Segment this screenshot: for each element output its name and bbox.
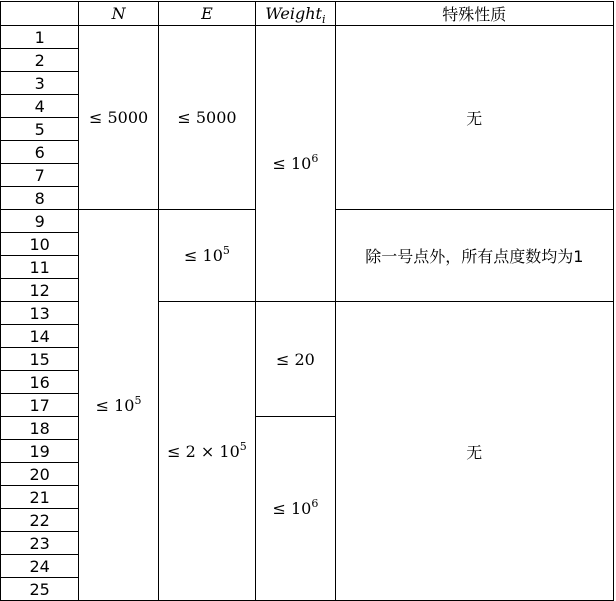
row-index: 23 <box>1 532 79 555</box>
n-constraint: ≤ $10^5$ <box>79 210 158 601</box>
row-index: 22 <box>1 509 79 532</box>
row-index: 6 <box>1 141 79 164</box>
row-index: 7 <box>1 164 79 187</box>
row-index: 4 <box>1 95 79 118</box>
row-index: 1 <box>1 26 79 49</box>
e-constraint: ≤ $10^5$ <box>158 210 255 302</box>
header-row <box>1 2 614 26</box>
weight-constraint: ≤ 20 <box>256 302 335 417</box>
weight-constraint: ≤ $10^6$ <box>256 417 335 601</box>
row-index: 21 <box>1 486 79 509</box>
property-cell: 无 <box>335 302 613 601</box>
property-cell: 除一号点外，所有点度数均为1 <box>335 210 613 302</box>
row-index: 3 <box>1 72 79 95</box>
row-index: 25 <box>1 578 79 601</box>
weight-constraint: ≤ $10^6$ <box>256 26 335 302</box>
header-weight <box>256 2 335 26</box>
row-index: 5 <box>1 118 79 141</box>
header-e: E <box>158 2 255 26</box>
row-index: 17 <box>1 394 79 417</box>
row-index: 19 <box>1 440 79 463</box>
row-index: 20 <box>1 463 79 486</box>
e-constraint: ≤ 5000 <box>158 26 255 210</box>
row-index: 12 <box>1 279 79 302</box>
row-index: 14 <box>1 325 79 348</box>
header-weight-sub: i <box>321 13 326 26</box>
row-index: 2 <box>1 49 79 72</box>
table-row <box>1 26 614 49</box>
row-index: 16 <box>1 371 79 394</box>
row-index: 13 <box>1 302 79 325</box>
header-n: N <box>79 2 158 26</box>
header-property: 特殊性质 <box>335 2 613 26</box>
row-index: 18 <box>1 417 79 440</box>
property-cell: 无 <box>335 26 613 210</box>
row-index: 10 <box>1 233 79 256</box>
n-constraint: ≤ 5000 <box>79 26 158 210</box>
row-index: 11 <box>1 256 79 279</box>
header-weight-base: Weight <box>265 4 322 23</box>
e-constraint: ≤ $2 \times 10^5$ <box>158 302 255 601</box>
row-index: 8 <box>1 187 79 210</box>
row-index: 15 <box>1 348 79 371</box>
row-index: 24 <box>1 555 79 578</box>
row-index: 9 <box>1 210 79 233</box>
constraints-table <box>0 1 614 601</box>
header-index-cell <box>1 2 79 26</box>
